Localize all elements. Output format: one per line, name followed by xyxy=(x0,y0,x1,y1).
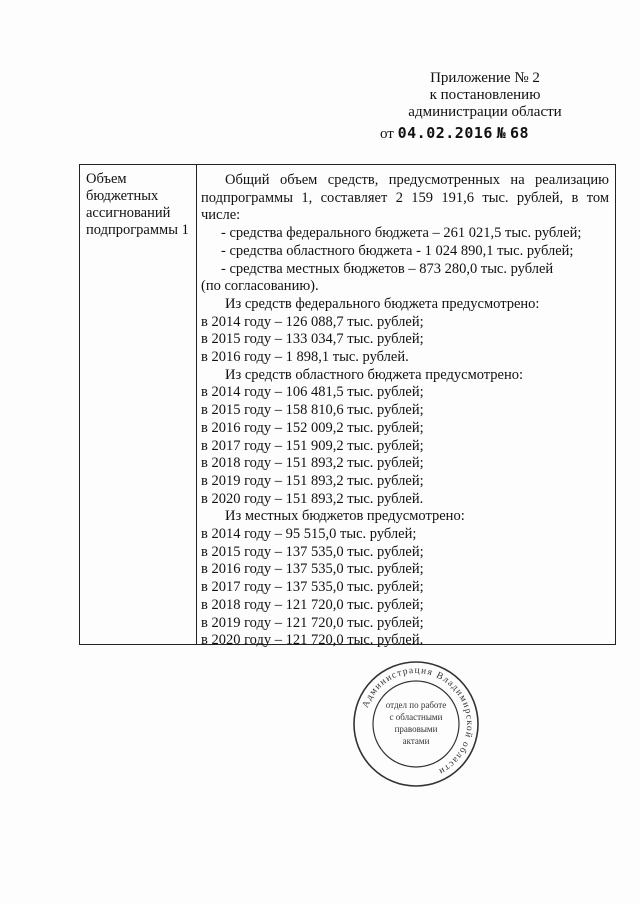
label-line: Объем xyxy=(86,171,127,187)
stamp-center-line: правовыми xyxy=(394,724,438,734)
source-item: - средства федерального бюджета – 261 021,5 тыс. рублей; xyxy=(221,225,582,242)
regional-year: в 2016 году – 152 009,2 тыс. рублей; xyxy=(201,419,424,436)
local-year: в 2014 году – 95 515,0 тыс. рублей; xyxy=(201,526,417,543)
label-line: бюджетных xyxy=(86,188,159,204)
federal-year: в 2016 году – 1 898,1 тыс. рублей. xyxy=(201,349,409,366)
official-stamp xyxy=(352,660,480,788)
table-content-cell xyxy=(197,165,615,649)
local-year: в 2016 году – 137 535,0 тыс. рублей; xyxy=(201,561,424,578)
table-label-cell xyxy=(80,165,197,644)
date-prefix: от xyxy=(380,126,394,142)
regional-year: в 2020 году – 151 893,2 тыс. рублей. xyxy=(201,490,424,507)
budget-table xyxy=(79,164,616,649)
regional-heading: Из средств областного бюджета предусмотрено: xyxy=(225,366,524,383)
stamp-ring-text: Администрация Владимирской области xyxy=(360,665,475,777)
federal-year: в 2015 году – 133 034,7 тыс. рублей; xyxy=(201,331,424,348)
local-year: в 2015 году – 137 535,0 тыс. рублей; xyxy=(201,543,424,560)
appendix-subtitle-2: администрации области xyxy=(408,104,562,120)
local-year: в 2020 году – 121 720,0 тыс. рублей. xyxy=(201,632,424,649)
local-heading: Из местных бюджетов предусмотрено: xyxy=(225,508,465,525)
federal-heading: Из средств федерального бюджета предусмотрено: xyxy=(225,295,540,312)
local-year: в 2019 году – 121 720,0 тыс. рублей; xyxy=(201,614,424,631)
number-sign: № xyxy=(496,124,507,142)
decree-date-line xyxy=(370,125,600,143)
appendix-header xyxy=(370,70,600,143)
intro-text: Общий объем средств, предусмотренных на реализацию xyxy=(225,172,609,188)
regional-year: в 2014 году – 106 481,5 тыс. рублей; xyxy=(201,384,424,401)
local-year: в 2018 году – 121 720,0 тыс. рублей; xyxy=(201,596,424,613)
decree-date: 04.02.2016 xyxy=(397,124,493,142)
appendix-title: Приложение № 2 xyxy=(430,70,540,86)
stamp-center-line: отдел по работе xyxy=(385,700,447,710)
intro-text: числе: xyxy=(201,207,241,224)
federal-year: в 2014 году – 126 088,7 тыс. рублей; xyxy=(201,313,424,330)
stamp-center-line: актами xyxy=(402,736,430,746)
source-item: - средства областного бюджета - 1 024 890,1 тыс. рублей; xyxy=(221,242,574,259)
label-line: подпрограммы 1 xyxy=(86,222,189,238)
intro-text: подпрограммы 1, составляет 2 159 191,6 тыс. рублей, в том xyxy=(201,189,609,206)
label-line: ассигнований xyxy=(86,205,171,221)
regional-year: в 2019 году – 151 893,2 тыс. рублей; xyxy=(201,472,424,489)
regional-year: в 2018 году – 151 893,2 тыс. рублей; xyxy=(201,455,424,472)
local-year: в 2017 году – 137 535,0 тыс. рублей; xyxy=(201,579,424,596)
decree-number: 68 xyxy=(509,124,530,142)
agreement-note: (по согласованию). xyxy=(201,278,319,295)
regional-year: в 2015 году – 158 810,6 тыс. рублей; xyxy=(201,402,424,419)
regional-year: в 2017 году – 151 909,2 тыс. рублей; xyxy=(201,437,424,454)
appendix-subtitle-1: к постановлению xyxy=(429,87,541,103)
stamp-center-line: с областными xyxy=(389,712,443,722)
source-item: - средства местных бюджетов – 873 280,0 тыс. рублей xyxy=(221,260,554,277)
